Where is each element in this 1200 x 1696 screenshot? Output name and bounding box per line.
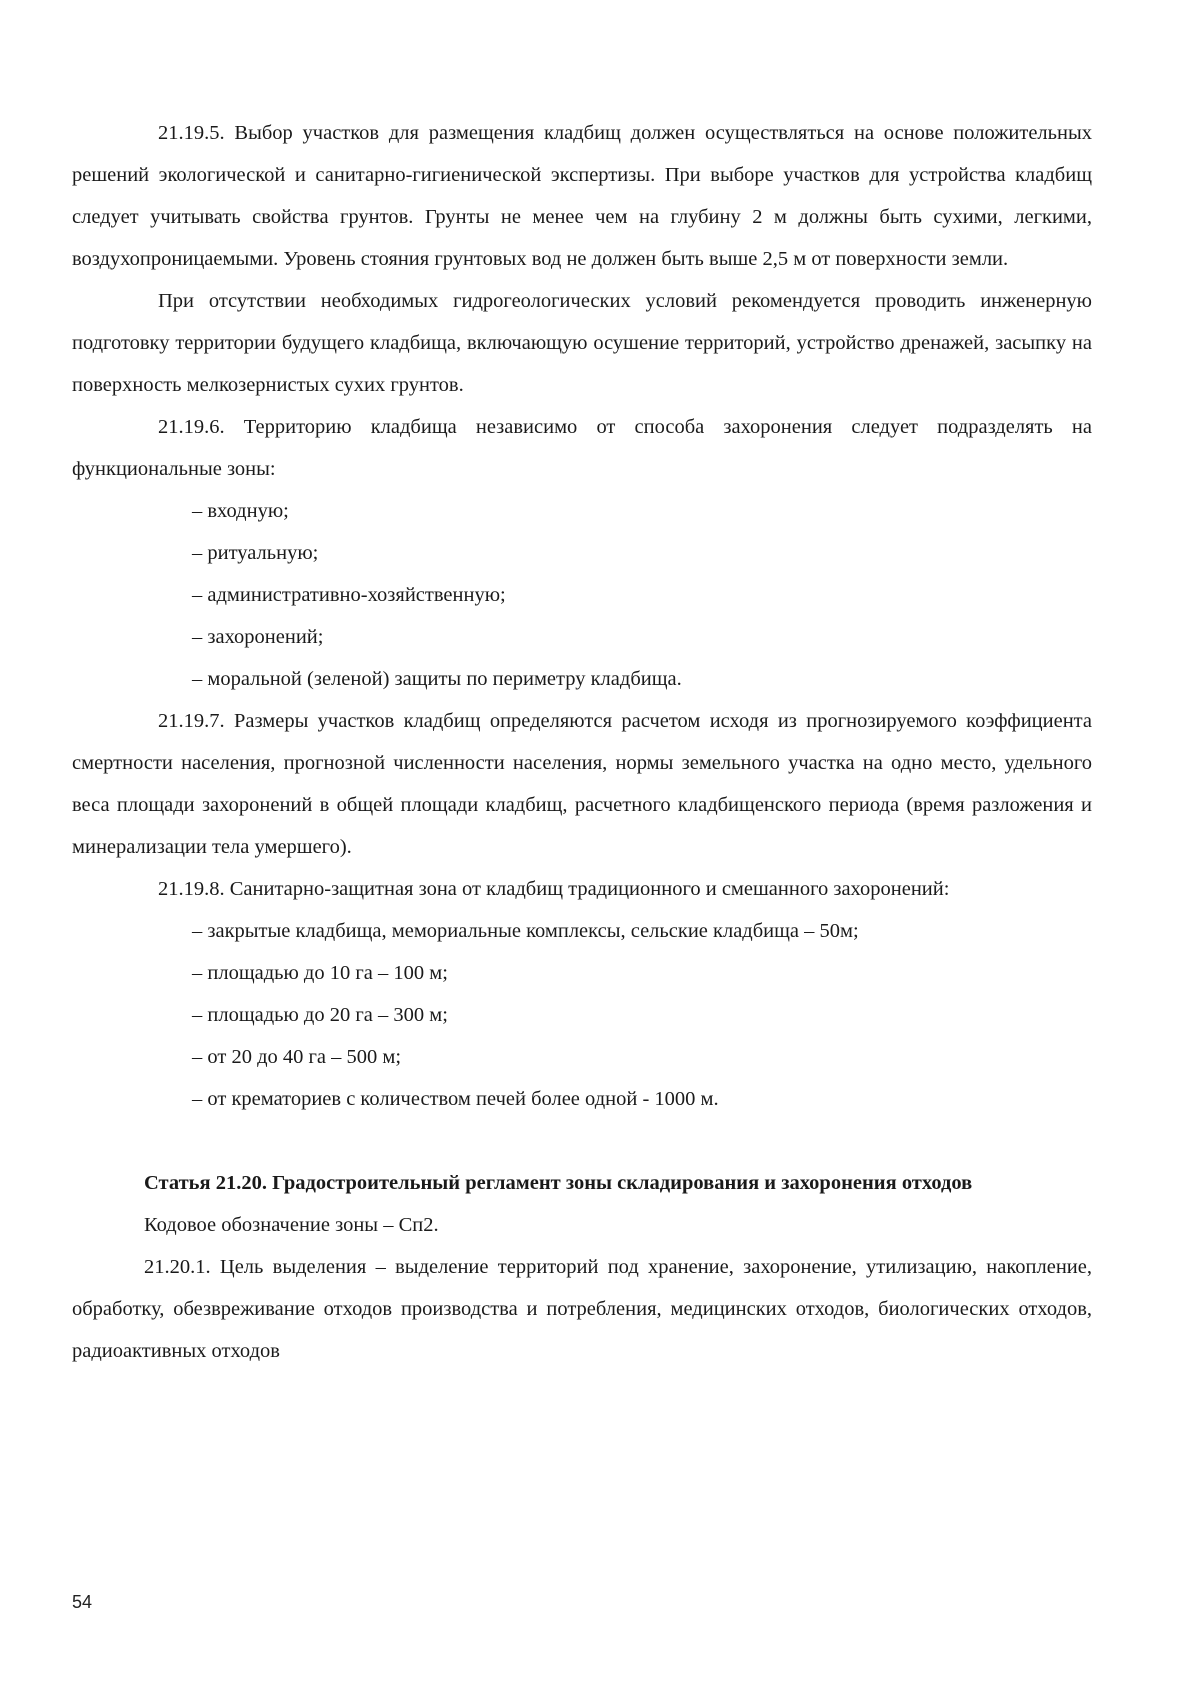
paragraph-21-20-1: 21.20.1. Цель выделения – выделение территорий под хранение, захоронение, утилизацию, накопление, обработку, обезвреживание отходов производства и потребления, медицинских отходов, биологических отходов, радиоактивных отходов	[72, 1256, 1092, 1362]
list-item: – захоронений;	[192, 626, 324, 648]
list-item: – закрытые кладбища, мемориальные комплексы, сельские кладбища – 50м;	[192, 920, 859, 942]
paragraph-21-19-5: 21.19.5. Выбор участков для размещения кладбищ должен осуществляться на основе положительных решений экологической и санитарно-гигиенической экспертизы. При выборе участков для устройства кладбищ следует учитывать свойства грунтов. Грунты не менее чем на глубину 2 м должны быть сухими, легкими, воздухопроницаемыми. Уровень стояния грунтовых вод не должен быть выше 2,5 м от поверхности земли.	[72, 122, 1092, 270]
article-heading-21-20: Статья 21.20. Градостроительный регламент зоны складирования и захоронения отходов	[144, 1172, 973, 1194]
paragraph-hydrogeology: При отсутствии необходимых гидрогеологических условий рекомендуется проводить инженерную подготовку территории будущего кладбища, включающую осушение территорий, устройство дренажей, засыпку на поверхность мелкозернистых сухих грунтов.	[72, 290, 1092, 396]
list-item: – площадью до 20 га – 300 м;	[192, 1004, 448, 1026]
list-item: – ритуальную;	[192, 542, 319, 564]
list-item: – входную;	[192, 500, 289, 522]
list-item: – моральной (зеленой) защиты по периметру кладбища.	[192, 668, 682, 690]
list-item: – от 20 до 40 га – 500 м;	[192, 1046, 402, 1068]
paragraph-21-19-8: 21.19.8. Санитарно-защитная зона от кладбищ традиционного и смешанного захоронений:	[158, 878, 950, 900]
list-item: – административно-хозяйственную;	[192, 584, 506, 606]
sanitary-zone-list	[72, 910, 1092, 1120]
list-item: – от крематориев с количеством печей более одной - 1000 м.	[192, 1088, 719, 1110]
paragraph-21-19-7: 21.19.7. Размеры участков кладбищ определяются расчетом исходя из прогнозируемого коэффициента смертности населения, прогнозной численности населения, нормы земельного участка на одно место, удельного веса площади захоронений в общей площади кладбищ, расчетного кладбищенского периода (время разложения и минерализации тела умершего).	[72, 710, 1092, 858]
functional-zones-list	[72, 490, 1092, 700]
paragraph-21-19-6: 21.19.6. Территорию кладбища независимо от способа захоронения следует подразделять на функциональные зоны:	[72, 416, 1092, 480]
zone-code-line: Кодовое обозначение зоны – Сп2.	[144, 1214, 439, 1236]
list-item: – площадью до 10 га – 100 м;	[192, 962, 448, 984]
document-page	[72, 112, 1092, 1372]
page-number: 54	[72, 1592, 93, 1612]
